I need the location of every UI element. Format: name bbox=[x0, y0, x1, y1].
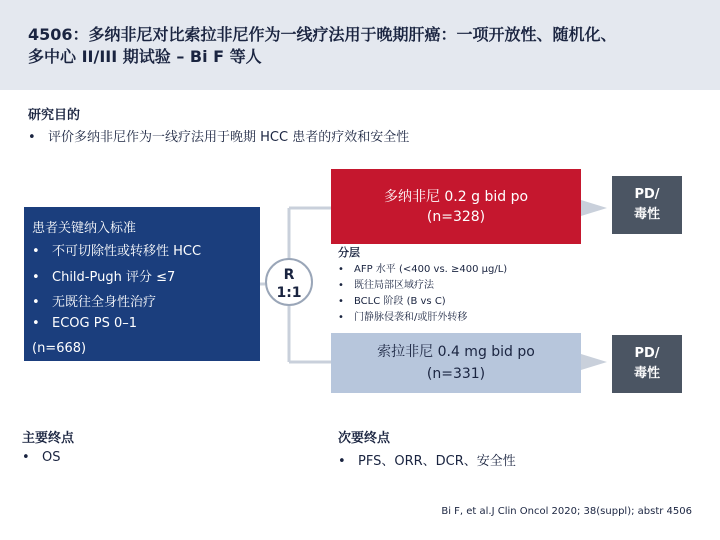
primary-endpoint-heading: 主要终点 bbox=[22, 431, 75, 446]
arm-donafenib-box bbox=[331, 169, 581, 244]
arm-donafenib-dose: 多纳非尼 0.2 g bid po bbox=[383, 189, 529, 205]
primary-endpoint bbox=[22, 427, 74, 465]
primary-endpoint-item: • OS bbox=[22, 450, 61, 465]
arrow-arm2-pd bbox=[581, 354, 607, 370]
inclusion-criteria-box bbox=[24, 207, 260, 361]
arm-donafenib-n: (n=328) bbox=[426, 209, 486, 225]
objective-text: 评价多纳非尼作为一线疗法用于晚期 HCC 患者的疗效和安全性 bbox=[48, 130, 410, 145]
arm-sorafenib-dose: 索拉非尼 0.4 mg bid po bbox=[377, 344, 535, 360]
bullet: • bbox=[28, 130, 36, 145]
stratification-item: • BCLC 阶段 (B vs C) bbox=[338, 296, 446, 307]
randomization-ratio: 1:1 bbox=[276, 285, 302, 301]
objective-heading: 研究目的 bbox=[28, 108, 81, 123]
secondary-endpoint bbox=[338, 427, 516, 469]
arm-sorafenib-n: (n=331) bbox=[426, 366, 486, 382]
stratification-item: • AFP 水平 (<400 vs. ≥400 μg/L) bbox=[338, 264, 508, 275]
criteria-item: • Child-Pugh 评分 ≤7 bbox=[32, 270, 176, 285]
criteria-item: • 不可切除性或转移性 HCC bbox=[32, 244, 202, 259]
pd-toxicity-box-2: PD/ 毒性 bbox=[612, 335, 682, 393]
criteria-item: • ECOG PS 0–1 bbox=[32, 316, 137, 331]
secondary-endpoint-heading: 次要终点 bbox=[338, 431, 391, 446]
randomization-circle bbox=[265, 258, 313, 306]
criteria-item: • 无既往全身性治疗 bbox=[32, 295, 157, 310]
stratification bbox=[338, 244, 507, 326]
randomization-label: R bbox=[283, 267, 295, 283]
stratification-item: • 既往局部区域疗法 bbox=[338, 280, 434, 291]
arm-sorafenib-box bbox=[331, 333, 581, 393]
criteria-n: (n=668) bbox=[32, 341, 87, 356]
arrow-arm1-pd bbox=[581, 200, 607, 216]
stratification-heading: 分层 bbox=[338, 246, 360, 259]
secondary-endpoint-item: • PFS、ORR、DCR、安全性 bbox=[338, 454, 516, 469]
stratification-item: • 门静脉侵袭和/或肝外转移 bbox=[338, 312, 468, 323]
pd-toxicity-box-1: PD/ 毒性 bbox=[612, 176, 682, 234]
criteria-heading: 患者关键纳入标准 bbox=[32, 221, 137, 236]
citation: Bi F, et al.J Clin Oncol 2020; 38(suppl); abstr 4506 bbox=[441, 506, 692, 517]
title-line-1: 4506：多纳非尼对比索拉非尼作为一线疗法用于晚期肝癌：一项开放性、随机化、 bbox=[28, 25, 617, 44]
title-line-2: 多中心 II/III 期试验 – Bi F 等人 bbox=[28, 47, 262, 66]
